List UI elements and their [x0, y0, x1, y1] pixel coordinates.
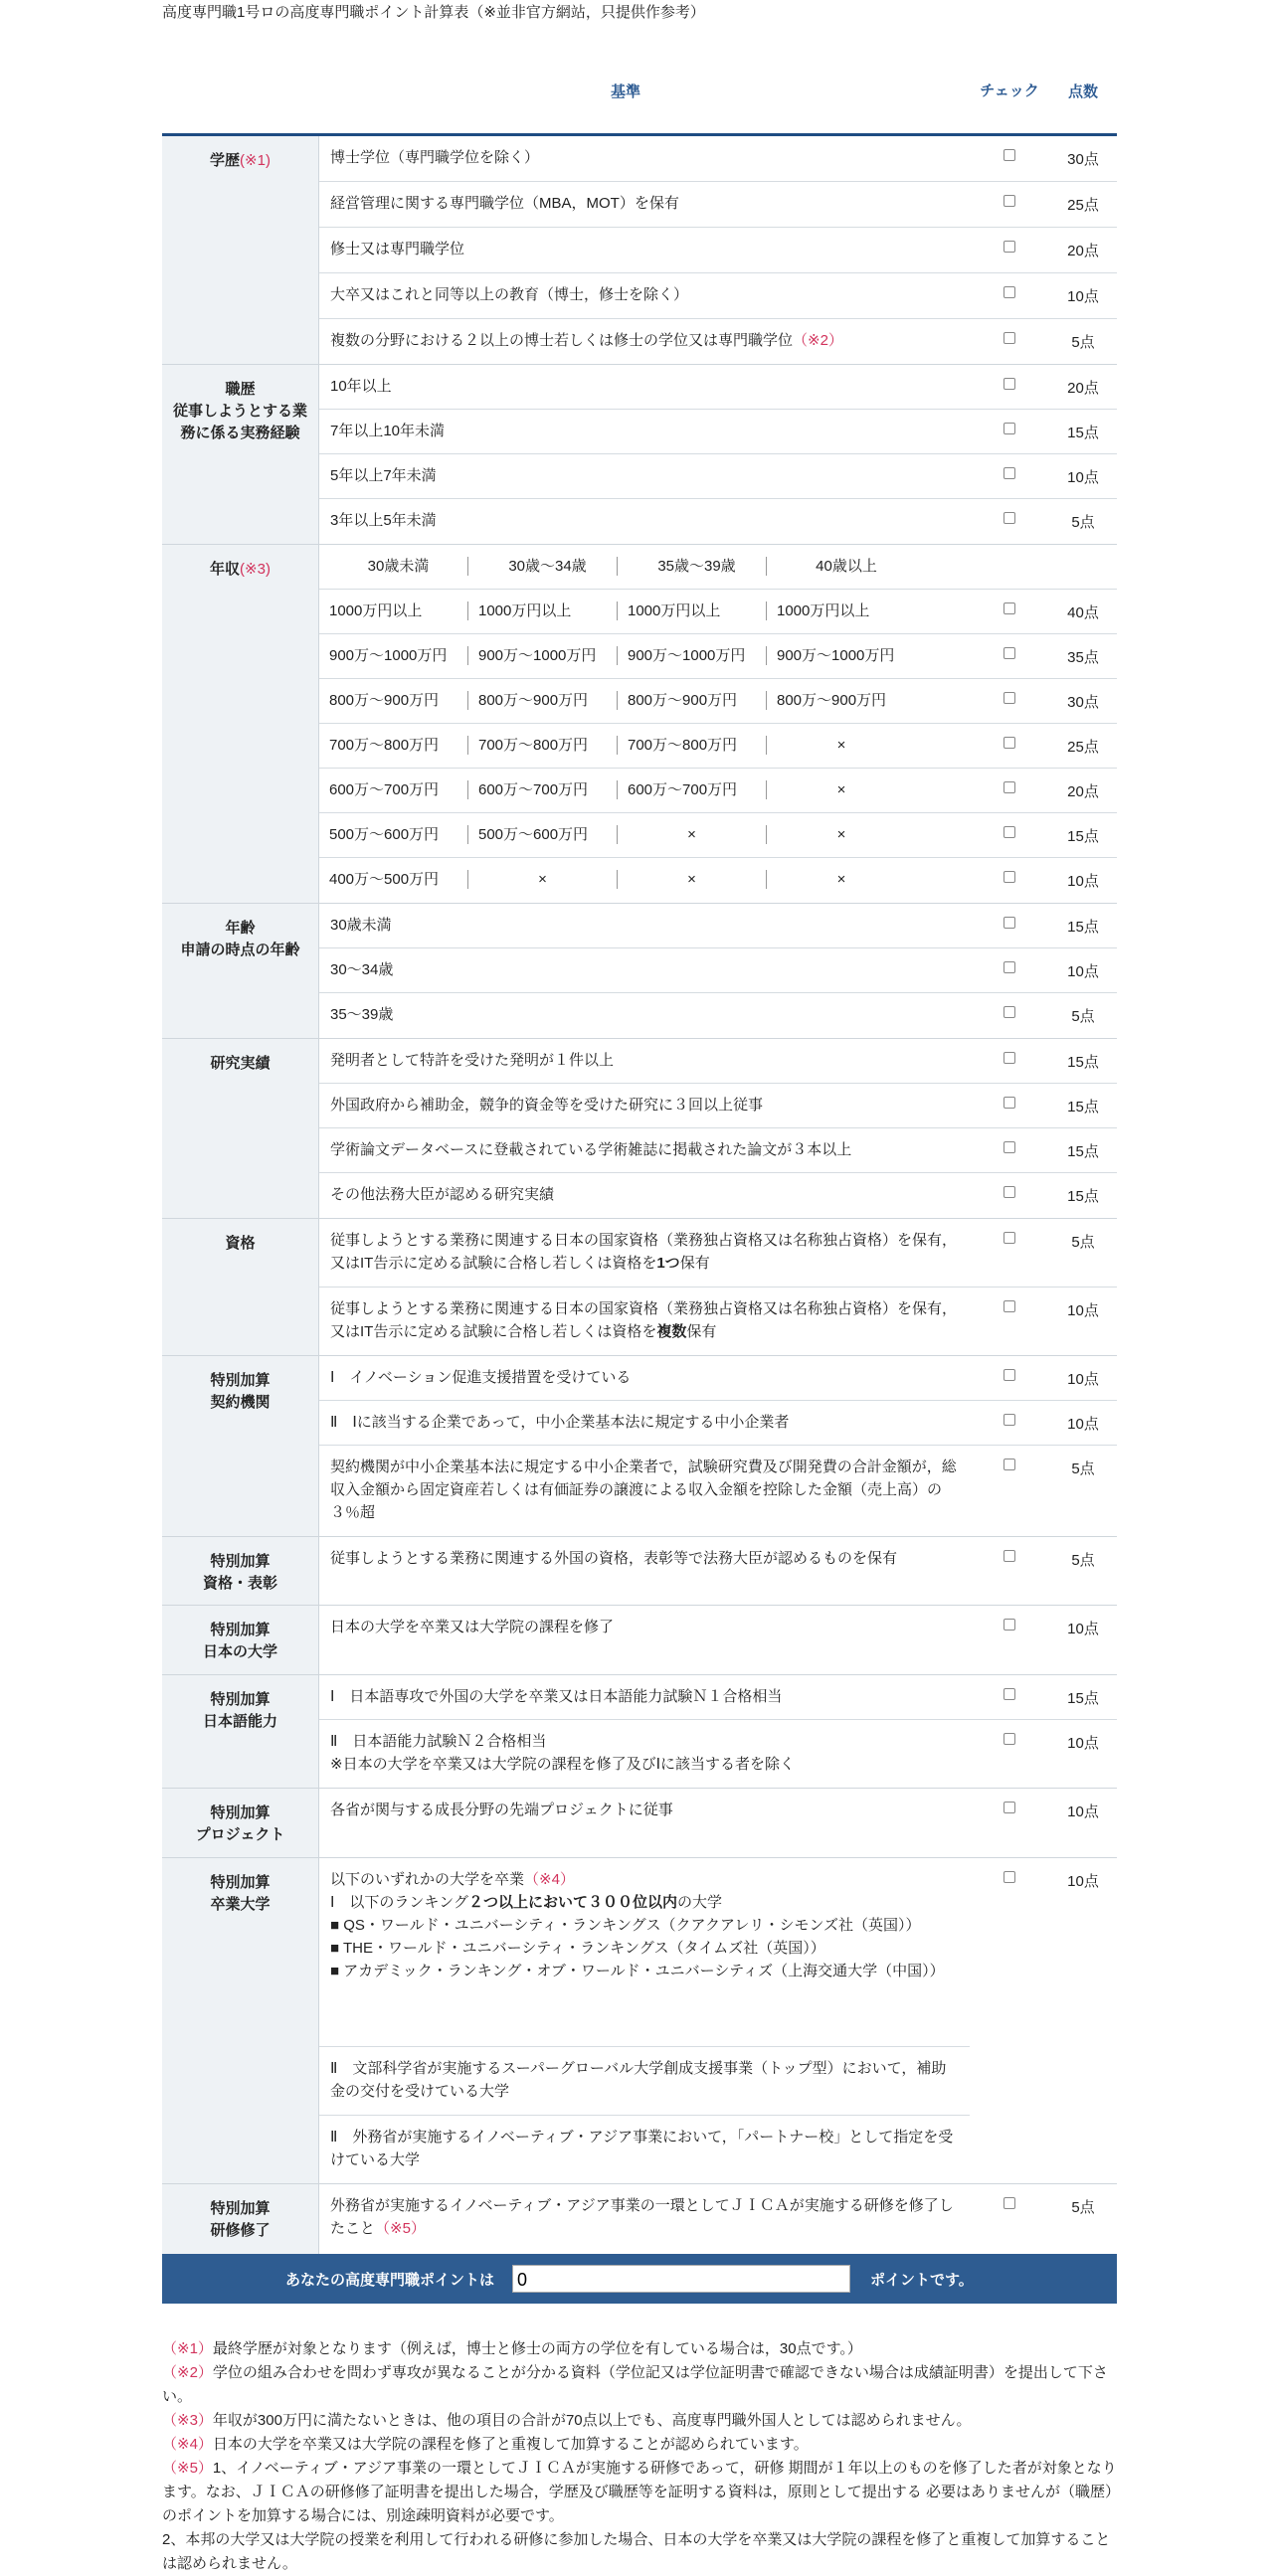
checkbox[interactable] — [1003, 737, 1015, 749]
table-row: Ⅱ 日本語能力試験Ｎ２合格相当 ※日本の大学を卒業又は大学院の課程を修了及びⅠに該当する者を除く 10点 — [330, 1733, 1099, 1773]
table-row: 5年以上7年未満 10点 — [319, 454, 1117, 499]
table-row: 発明者として特許を受けた発明が１件以上 15点 — [319, 1039, 1117, 1084]
checkbox[interactable] — [1003, 1414, 1015, 1426]
table-row: 600万～700万円 600万～700万円 600万～700万円 × 20点 — [319, 769, 1117, 813]
table-row: Ⅱ Ⅰに該当する企業であって，中小企業基本法に規定する中小企業者 10点 — [319, 1401, 1117, 1446]
grad-univ-ranking: 以下のいずれかの大学を卒業（※4） Ⅰ 以下のランキング２つ以上において３００位以内の大学 ■ QS・ワールド・ユニバーシティ・ランキングス（クアクアレリ・シモンズ社（英国）） ■ THE・ワールド・ユニバーシティ・ランキングス（タイムズ社（英国）） ■ アカデミック・ランキング・オブ・ワールド・ユニバーシティズ（上海交通大学（中国）） — [319, 1858, 970, 2047]
score-bar — [162, 2254, 1117, 2304]
table-row: 複数の分野における２以上の博士若しくは修士の学位又は専門職学位（※2） 5点 — [330, 332, 1095, 351]
table-row: 日本の大学を卒業又は大学院の課程を修了 10点 — [330, 1619, 1099, 1637]
section-age — [162, 904, 1117, 1039]
footnote: 2、本邦の大学又は大学院の授業を利用して行われる研修に参加した場合、日本の大学を卒業又は大学院の課程を修了と重複して加算することは認められません。 — [162, 2531, 1111, 2572]
section-license — [162, 1219, 1117, 1356]
table-row: 10年以上 20点 — [319, 365, 1117, 410]
section-education — [162, 136, 1117, 365]
checkbox[interactable] — [1003, 378, 1015, 390]
section-qual-award — [162, 1537, 1117, 1606]
checkbox[interactable] — [1003, 692, 1015, 704]
section-label: 特別加算 研修修了 — [162, 2184, 319, 2254]
checkbox[interactable] — [1003, 1802, 1015, 1813]
checkbox[interactable] — [1003, 1097, 1015, 1109]
table-row: 経営管理に関する専門職学位（MBA，MOT）を保有 25点 — [319, 182, 1117, 228]
checkbox[interactable] — [1003, 241, 1015, 253]
checkbox[interactable] — [1003, 149, 1015, 161]
section-jp-lang — [162, 1675, 1117, 1789]
income-age-header: 30歳未満 30歳～34歳 35歳～39歳 40歳以上 — [319, 545, 1117, 590]
section-career — [162, 365, 1117, 545]
checkbox[interactable] — [1003, 195, 1015, 207]
section-project — [162, 1789, 1117, 1858]
section-label: 特別加算 日本の大学 — [162, 1606, 319, 1674]
table-row: Ⅰ 日本語専攻で外国の大学を卒業又は日本語能力試験Ｎ１合格相当 15点 — [319, 1675, 1117, 1720]
table-header — [162, 47, 1117, 136]
checkbox[interactable] — [1003, 2197, 1015, 2209]
section-research — [162, 1039, 1117, 1219]
table-row: 7年以上10年未満 15点 — [319, 410, 1117, 454]
table-row: 博士学位（専門職学位を除く） 30点 — [319, 136, 1117, 182]
score-label: あなたの高度専門職ポイントは — [284, 2271, 494, 2289]
section-label: 年収(※3) — [162, 545, 319, 903]
table-row: 各省が関与する成長分野の先端プロジェクトに従事 10点 — [330, 1802, 1099, 1820]
section-label: 職歴 従事しようとする業務に係る実務経験 — [162, 365, 319, 544]
checkbox[interactable] — [1003, 1459, 1015, 1470]
section-contract — [162, 1356, 1117, 1537]
table-row: 外務省が実施するイノベーティブ・アジア事業の一環としてＪＩＣＡが実施する研修を修了したこと（※5） 5点 — [330, 2197, 1095, 2237]
checkbox[interactable] — [1003, 1733, 1015, 1745]
table-row: 400万～500万円 × × × 10点 — [319, 858, 1117, 903]
footnote: （※4）日本の大学を卒業又は大学院の課程を修了と重複して加算することが認められています。 — [162, 2436, 809, 2453]
section-label: 特別加算 契約機関 — [162, 1356, 319, 1536]
grad-univ-partner: Ⅱ 外務省が実施するイノベーティブ・アジア事業において，「パートナー校」として指定を受けている大学 — [330, 2129, 954, 2168]
checkbox[interactable] — [1003, 1688, 1015, 1700]
table-row: 30～34歳 10点 — [319, 948, 1117, 993]
table-row: 35～39歳 5点 — [330, 1006, 1095, 1025]
section-label: 学歴(※1) — [162, 136, 319, 364]
footnote: （※3）年収が300万円に満たないときは、他の項目の合計が70点以上でも、高度専門職外国人としては認められません。 — [162, 2412, 972, 2429]
grad-univ-sgu: Ⅱ 文部科学省が実施するスーパーグローバル大学創成支援事業（トップ型）において，補助金の交付を受けている大学 — [319, 2047, 970, 2116]
section-label: 特別加算 プロジェクト — [162, 1789, 319, 1857]
checkbox[interactable] — [1003, 1052, 1015, 1064]
table-row: 700万～800万円 700万～800万円 700万～800万円 × 25点 — [319, 724, 1117, 769]
checkbox[interactable] — [1003, 917, 1015, 929]
footnotes — [162, 2337, 1117, 2576]
checkbox[interactable] — [1003, 1550, 1015, 1562]
footnote: （※5）1、イノベーティブ・アジア事業の一環としてＪＩＣＡが実施する研修であって，研修 期間が１年以上のものを修了した者が対象となります。なお、ＪＩＣＡの研修修了証明書を提出した場合，学歴及び職歴等を証明する資料は，原則として提出する 必要はありませんが（職歴）のポイントを加算する場合には、別途疎明資料が必要です。 — [162, 2460, 1117, 2524]
checkbox[interactable] — [1003, 871, 1015, 883]
checkbox[interactable] — [1003, 1300, 1015, 1312]
section-label: 資格 — [162, 1219, 319, 1355]
checkbox[interactable] — [1003, 602, 1015, 614]
checkbox[interactable] — [1003, 1006, 1015, 1018]
table-row: 契約機関が中小企業基本法に規定する中小企業者で，試験研究費及び開発費の合計金額が，総収入金額から固定資産若しくは有価証券の譲渡による収入金額を控除した金額（売上高）の３％超 5点 — [330, 1459, 1095, 1521]
section-training — [162, 2184, 1117, 2254]
table-row: 3年以上5年未満 5点 — [330, 512, 1095, 531]
checkbox[interactable] — [1003, 332, 1015, 344]
footnote: （※1）最終学歴が対象となります（例えば，博士と修士の両方の学位を有している場合は，30点です。） — [162, 2340, 862, 2357]
table-row: 500万～600万円 500万～600万円 × × 15点 — [319, 813, 1117, 858]
checkbox[interactable] — [1003, 826, 1015, 838]
section-label: 特別加算 卒業大学 — [162, 1858, 319, 2183]
section-grad-univ: 特別加算 卒業大学 以下のいずれかの大学を卒業（※4） Ⅰ 以下のランキング２つ以上において３００位以内の大学 ■ QS・ワールド・ユニバーシティ・ランキングス（クアクアレリ・シモンズ社（英国）） ■ THE・ワールド・ユニバーシティ・ランキングス（タイムズ社（英国）） ■ アカデミック・ランキング・オブ・ワールド・ユニバーシティズ（上海交通大学（中国）） Ⅱ 文部科学省が実施するスーパーグローバル大学創成支援事業（トップ型）において，補助金の交付を受けている大学 Ⅱ 外務省が実施するイノベーティブ・アジア事業において，「パートナー校」として指定を受けている大学 10点 — [162, 1858, 1117, 2184]
table-row: 外国政府から補助金，競争的資金等を受けた研究に３回以上従事 15点 — [319, 1084, 1117, 1128]
points-calculator — [162, 0, 1117, 2576]
section-label: 年齢 申請の時点の年齢 — [162, 904, 319, 1038]
score-output[interactable]: 0 — [512, 2265, 850, 2293]
header-criteria: 基準 — [610, 84, 640, 100]
table-row: Ⅰ イノベーション促進支援措置を受けている 10点 — [319, 1356, 1117, 1401]
checkbox[interactable] — [1003, 286, 1015, 298]
section-label: 特別加算 日本語能力 — [162, 1675, 319, 1788]
table-row: 800万～900万円 800万～900万円 800万～900万円 800万～900万円 30点 — [319, 679, 1117, 724]
checkbox[interactable] — [1003, 1186, 1015, 1198]
checkbox[interactable] — [1003, 423, 1015, 434]
header-check: チェック — [980, 83, 1039, 99]
checkbox[interactable] — [1003, 781, 1015, 793]
checkbox[interactable] — [1003, 961, 1015, 973]
checkbox[interactable] — [1003, 512, 1015, 524]
table-row: 従事しようとする業務に関連する外国の資格，表彰等で法務大臣が認めるものを保有 5点 — [330, 1550, 1095, 1569]
section-label: 特別加算 資格・表彰 — [162, 1537, 319, 1605]
table-row: 1000万円以上 1000万円以上 1000万円以上 1000万円以上 40点 — [319, 590, 1117, 634]
table-row: 従事しようとする業務に関連する日本の国家資格（業務独占資格又は名称独占資格）を保有，又はIT告示に定める試験に合格し若しくは資格を1つ保有 5点 — [319, 1219, 1117, 1288]
checkbox[interactable] — [1003, 1369, 1015, 1381]
table-row: 従事しようとする業務に関連する日本の国家資格（業務独占資格又は名称独占資格）を保有，又はIT告示に定める試験に合格し若しくは資格を複数保有 10点 — [330, 1300, 1099, 1340]
checkbox[interactable] — [1003, 1141, 1015, 1153]
section-income — [162, 545, 1117, 904]
checkbox[interactable] — [1003, 1232, 1015, 1244]
table-row: 大卒又はこれと同等以上の教育（博士，修士を除く） 10点 — [319, 273, 1117, 319]
table-row: 修士又は専門職学位 20点 — [319, 228, 1117, 273]
table-row: 900万～1000万円 900万～1000万円 900万～1000万円 900万～1000万円 35点 — [319, 634, 1117, 679]
checkbox[interactable] — [1003, 467, 1015, 479]
checkbox[interactable] — [1003, 1619, 1015, 1631]
checkbox[interactable] — [1003, 1871, 1015, 1883]
header-points: 点数 — [1067, 84, 1098, 100]
footnote: （※2）学位の組み合わせを問わず専攻が異なることが分かる資料（学位記又は学位証明書で確認できない場合は成績証明書）を提出して下さい。 — [162, 2364, 1108, 2405]
checkbox[interactable] — [1003, 647, 1015, 659]
section-label: 研究実績 — [162, 1039, 319, 1218]
table-row: 学術論文データベースに登載されている学術雑誌に掲載された論文が３本以上 15点 — [319, 1128, 1117, 1173]
section-jp-univ — [162, 1606, 1117, 1675]
page-title: 高度専門職1号ロの高度専門職ポイント計算表（※並非官方網站，只提供作参考） — [162, 4, 705, 21]
table-row: 30歳未満 15点 — [319, 904, 1117, 948]
score-unit: ポイントです。 — [870, 2271, 974, 2289]
table-row: その他法務大臣が認める研究実績 15点 — [330, 1186, 1099, 1205]
